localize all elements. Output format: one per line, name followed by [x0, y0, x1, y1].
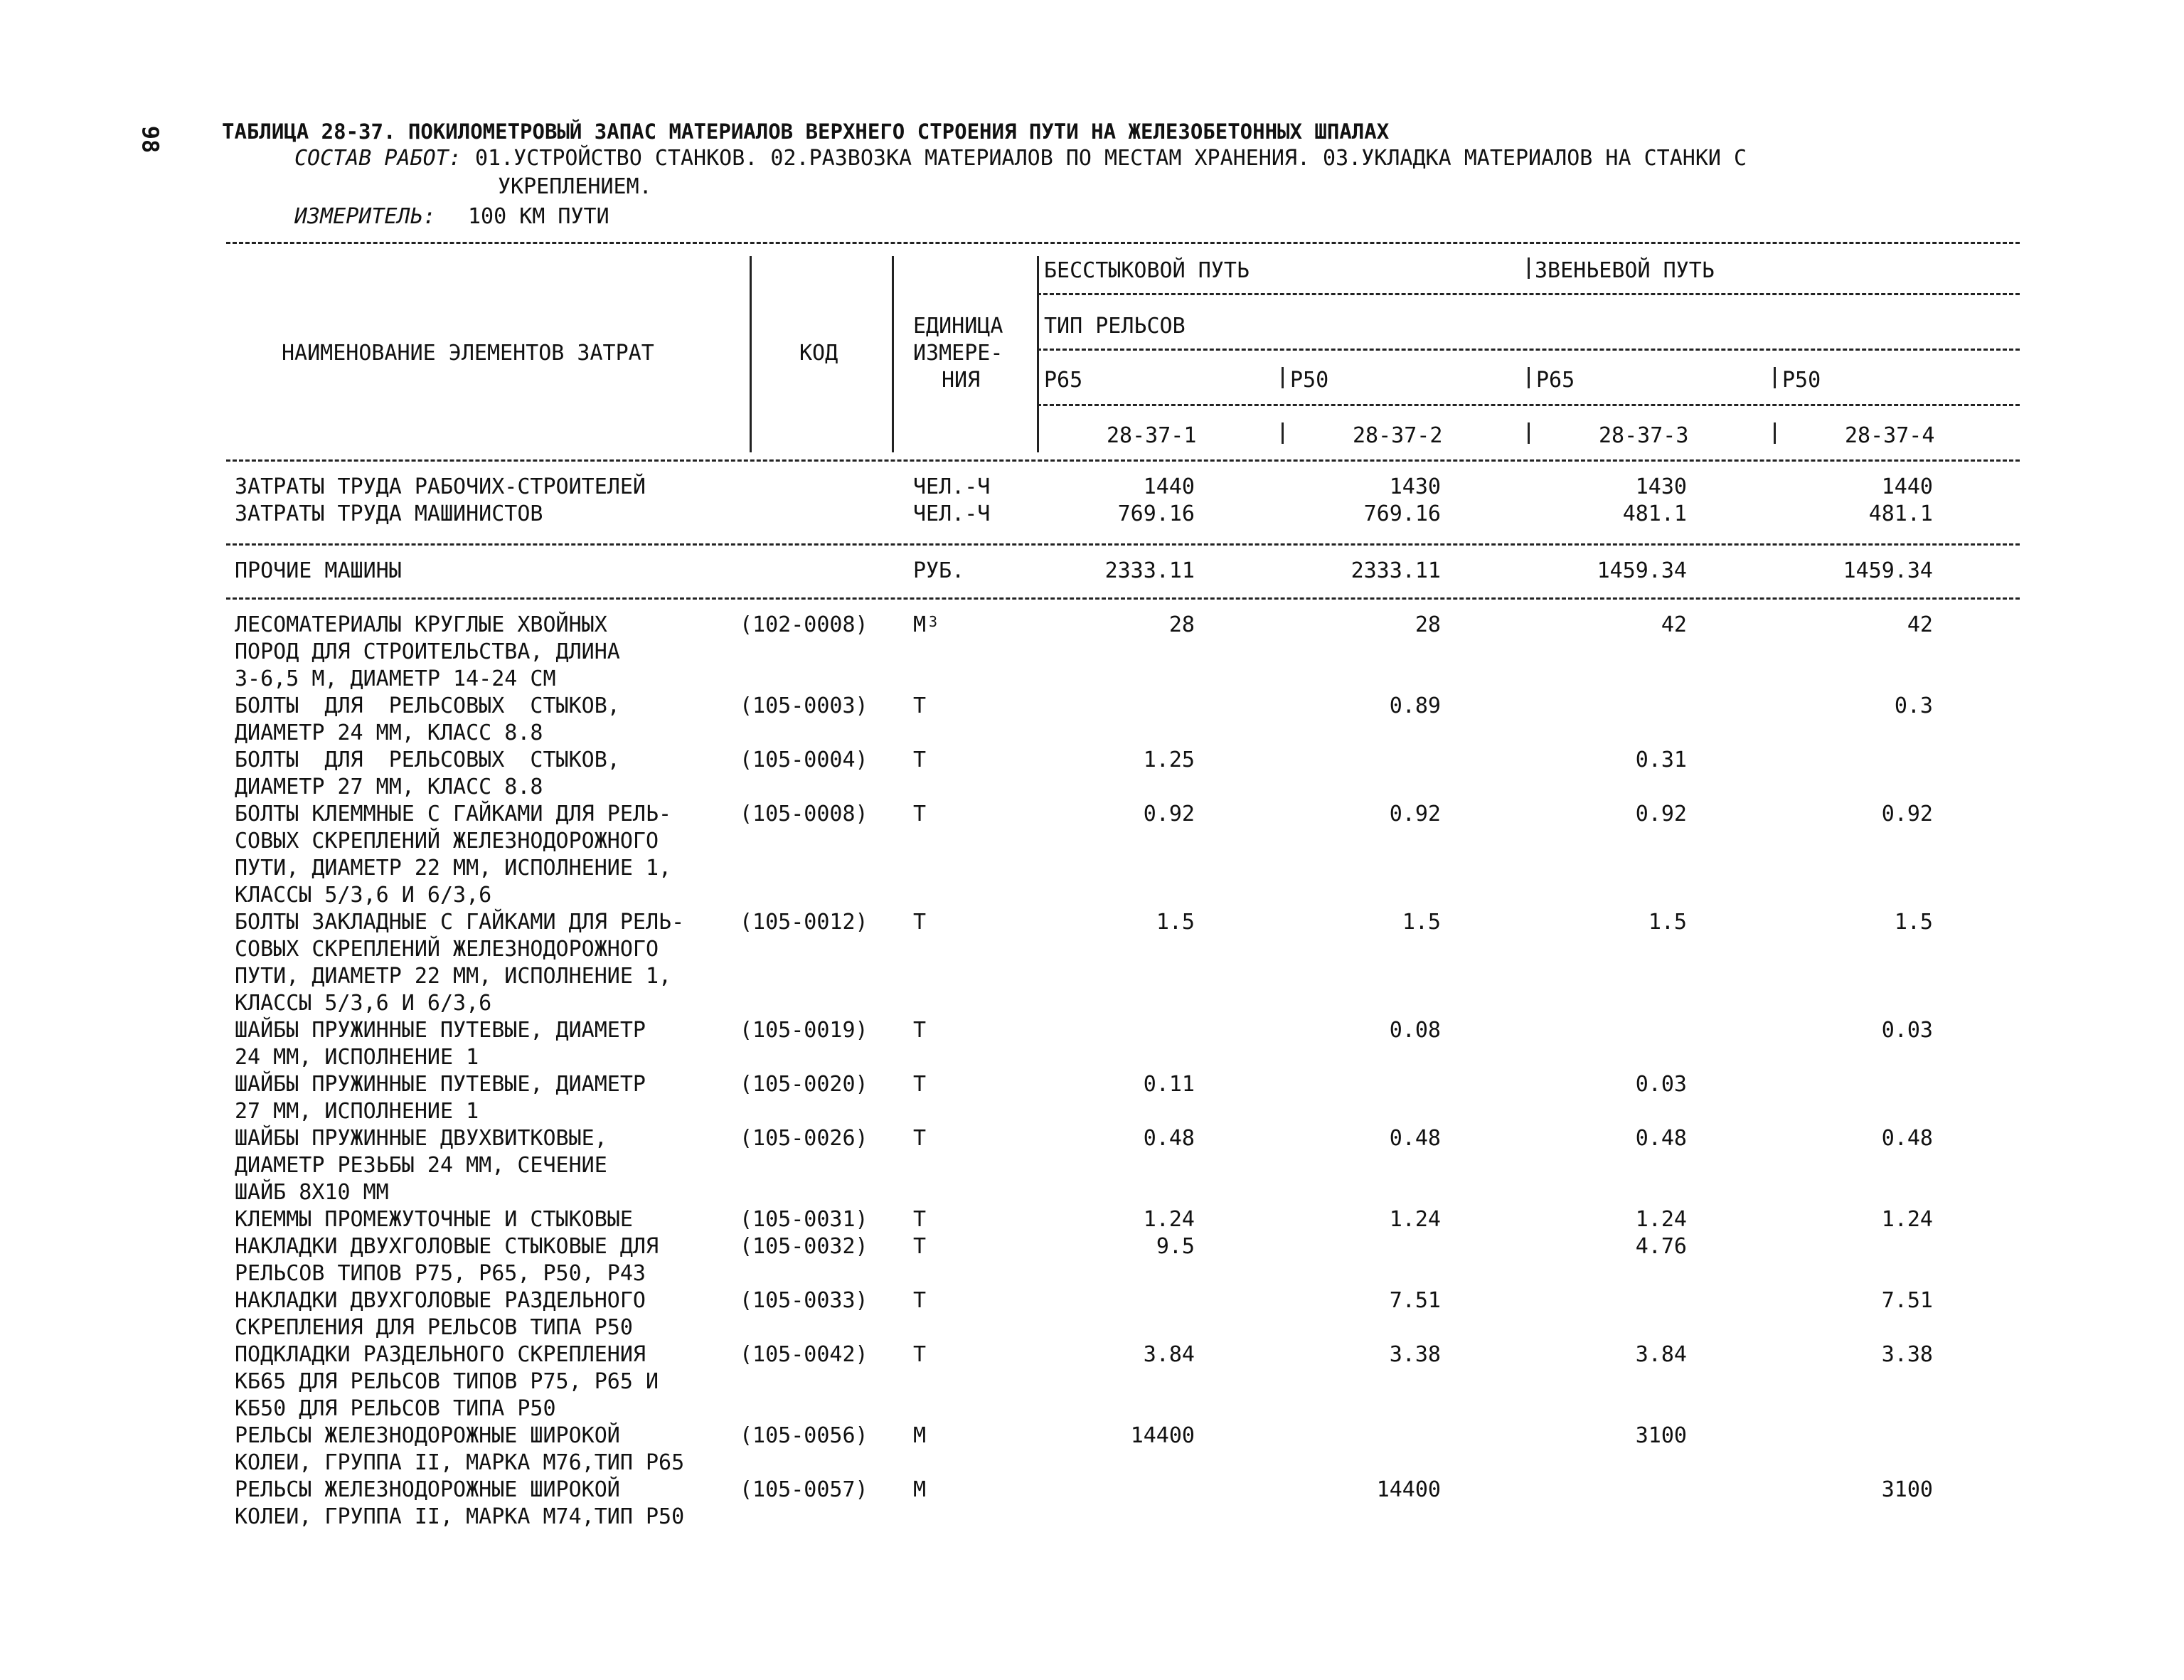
material-row-value-3: 1.5 [1648, 910, 1687, 935]
group-jointed: ЗВЕНЬЕВОЙ ПУТЬ [1535, 258, 1715, 283]
material-row-value-4: 7.51 [1881, 1288, 1933, 1313]
rule-head-3 [1037, 404, 2020, 406]
material-name-line: ШАЙБ 8Х10 ММ [235, 1180, 389, 1205]
page-number: 98 [137, 125, 164, 154]
labor-row-value-1: 769.16 [1117, 501, 1195, 526]
material-name-line: 3-6,5 М, ДИАМЕТР 14-24 СМ [235, 666, 556, 691]
material-row-value-1: 1.25 [1143, 748, 1195, 772]
material-row-value-2: 1.5 [1402, 910, 1441, 935]
material-name-line: ДИАМЕТР РЕЗЬБЫ 24 ММ, СЕЧЕНИЕ [235, 1153, 607, 1178]
rail-1: Р65 [1044, 368, 1083, 393]
material-name-line: СОВЫХ СКРЕПЛЕНИЙ ЖЕЛЕЗНОДОРОЖНОГО [235, 937, 659, 962]
material-name-line: СКРЕПЛЕНИЯ ДЛЯ РЕЛЬСОВ ТИПА Р50 [235, 1315, 633, 1340]
material-row-value-2: 3.38 [1389, 1342, 1441, 1367]
works-label: СОСТАВ РАБОТ: [294, 146, 462, 171]
machines-row-name: ПРОЧИЕ МАШИНЫ [235, 558, 402, 583]
material-unit: Т [913, 1342, 927, 1367]
vbar-code-1 [1282, 422, 1284, 444]
material-unit: Т [913, 1072, 927, 1097]
machines-row-unit: РУБ. [913, 558, 965, 583]
labor-row-value-4: 1440 [1881, 474, 1933, 499]
material-row-value-1: 0.11 [1143, 1072, 1195, 1097]
material-unit: Т [913, 693, 927, 718]
material-row-value-2: 28 [1415, 612, 1441, 637]
vbar-code-3 [1774, 422, 1776, 444]
material-name-line: 27 ММ, ИСПОЛНЕНИЕ 1 [235, 1099, 479, 1124]
rule-head-1 [1037, 293, 2020, 295]
vbar-code-2 [1528, 422, 1530, 444]
machines-row-value-4: 1459.34 [1843, 558, 1933, 583]
material-name-line: КОЛЕИ, ГРУППА II, МАРКА М74,ТИП Р50 [235, 1504, 685, 1529]
rule-top [226, 242, 2020, 244]
material-name-line: КБ65 ДЛЯ РЕЛЬСОВ ТИПОВ Р75, Р65 И [235, 1369, 659, 1394]
norm-code-4: 28-37-4 [1845, 423, 1935, 448]
material-row-value-2: 0.08 [1389, 1018, 1441, 1043]
material-row-value-3: 3100 [1635, 1423, 1687, 1448]
vbar-name-code [750, 256, 752, 452]
material-code: (105-0032) [740, 1234, 868, 1259]
material-name-line: СОВЫХ СКРЕПЛЕНИЙ ЖЕЛЕЗНОДОРОЖНОГО [235, 829, 659, 854]
material-row-value-4: 3.38 [1881, 1342, 1933, 1367]
group-jointless: БЕССТЫКОВОЙ ПУТЬ [1044, 258, 1250, 283]
material-code: (105-0026) [740, 1126, 868, 1151]
material-row-value-3: 3.84 [1635, 1342, 1687, 1367]
material-code: (105-0057) [740, 1477, 868, 1502]
vbar-unit-values [1037, 256, 1039, 452]
material-row-value-3: 1.24 [1635, 1207, 1687, 1232]
material-code: (105-0031) [740, 1207, 868, 1232]
material-name-line: ДИАМЕТР 27 ММ, КЛАСС 8.8 [235, 775, 543, 799]
material-code: (105-0008) [740, 802, 868, 826]
material-name-line: КОЛЕИ, ГРУППА II, МАРКА М76,ТИП Р65 [235, 1450, 685, 1475]
labor-row-value-2: 769.16 [1363, 501, 1441, 526]
material-unit: М [913, 1477, 927, 1502]
labor-row-name: ЗАТРАТЫ ТРУДА МАШИНИСТОВ [235, 501, 543, 526]
material-row-value-1: 0.92 [1143, 802, 1195, 826]
material-row-value-1: 28 [1168, 612, 1195, 637]
material-row-value-4: 0.92 [1881, 802, 1933, 826]
material-name-line: БОЛТЫ ДЛЯ РЕЛЬСОВЫХ СТЫКОВ, [235, 693, 620, 718]
material-row-value-1: 1.24 [1143, 1207, 1195, 1232]
material-row-value-1: 3.84 [1143, 1342, 1195, 1367]
material-name-line: ПОДКЛАДКИ РАЗДЕЛЬНОГО СКРЕПЛЕНИЯ [235, 1342, 646, 1367]
vbar-rail-2 [1528, 367, 1530, 388]
material-code: (105-0003) [740, 693, 868, 718]
material-row-value-1: 0.48 [1143, 1126, 1195, 1151]
material-unit: Т [913, 1126, 927, 1151]
material-row-value-1: 9.5 [1156, 1234, 1195, 1259]
material-name-line: НАКЛАДКИ ДВУХГОЛОВЫЕ РАЗДЕЛЬНОГО [235, 1288, 646, 1313]
material-code: (102-0008) [740, 612, 868, 637]
rule-after-machines [226, 597, 2020, 600]
table-title: ТАБЛИЦА 28-37. ПОКИЛОМЕТРОВЫЙ ЗАПАС МАТЕРИАЛОВ ВЕРХНЕГО СТРОЕНИЯ ПУТИ НА ЖЕЛЕЗОБЕТОННЫХ ШПАЛАХ [222, 119, 1390, 144]
material-name-line: ШАЙБЫ ПРУЖИННЫЕ ПУТЕВЫЕ, ДИАМЕТР [235, 1018, 646, 1043]
material-name-line: КЛАССЫ 5/3,6 И 6/3,6 [235, 991, 492, 1016]
col-unit-header-2: ИЗМЕРЕ- [913, 341, 1003, 366]
col-code-header: КОД [799, 341, 838, 366]
rule-after-labor [226, 543, 2020, 546]
works-text-line-2: УКРЕПЛЕНИЕМ. [498, 174, 652, 199]
material-row-value-1: 1.5 [1156, 910, 1195, 935]
material-code: (105-0033) [740, 1288, 868, 1313]
rail-3: Р65 [1536, 368, 1575, 393]
measure-label: ИЗМЕРИТЕЛЬ: [294, 204, 436, 229]
material-row-value-3: 0.92 [1635, 802, 1687, 826]
material-unit: Т [913, 910, 927, 935]
material-row-value-3: 0.03 [1635, 1072, 1687, 1097]
material-code: (105-0004) [740, 748, 868, 772]
material-name-line: БОЛТЫ КЛЕММНЫЕ С ГАЙКАМИ ДЛЯ РЕЛЬ- [235, 802, 672, 826]
material-row-value-3: 0.48 [1635, 1126, 1687, 1151]
material-unit: Т [913, 748, 927, 772]
labor-row-value-2: 1430 [1389, 474, 1441, 499]
rail-type-header: ТИП РЕЛЬСОВ [1044, 314, 1186, 339]
material-unit: Т [913, 1288, 927, 1313]
material-row-value-4: 1.5 [1894, 910, 1933, 935]
material-name-line: КЛАССЫ 5/3,6 И 6/3,6 [235, 883, 492, 908]
material-row-value-2: 0.92 [1389, 802, 1441, 826]
material-name-line: ШАЙБЫ ПРУЖИННЫЕ ДВУХВИТКОВЫЕ, [235, 1126, 607, 1151]
col-unit-header-1: ЕДИНИЦА [913, 314, 1003, 339]
works-text-line-1: 01.УСТРОЙСТВО СТАНКОВ. 02.РАЗВОЗКА МАТЕРИАЛОВ ПО МЕСТАМ ХРАНЕНИЯ. 03.УКЛАДКА МАТЕРИАЛОВ НА СТАНКИ С [475, 146, 1747, 171]
machines-row-value-2: 2333.11 [1351, 558, 1441, 583]
material-name-line: ПУТИ, ДИАМЕТР 22 ММ, ИСПОЛНЕНИЕ 1, [235, 856, 672, 881]
rail-2: Р50 [1290, 368, 1329, 393]
material-unit: Т [913, 1018, 927, 1043]
vbar-group-split [1528, 257, 1530, 279]
vbar-rail-3 [1774, 367, 1776, 388]
labor-row-value-4: 481.1 [1868, 501, 1933, 526]
material-row-value-2: 7.51 [1389, 1288, 1441, 1313]
material-row-value-4: 3100 [1881, 1477, 1933, 1502]
material-row-value-2: 0.89 [1389, 693, 1441, 718]
material-name-line: РЕЛЬСЫ ЖЕЛЕЗНОДОРОЖНЫЕ ШИРОКОЙ [235, 1477, 620, 1502]
material-name-line: ДИАМЕТР 24 ММ, КЛАСС 8.8 [235, 721, 543, 745]
rule-head-2 [1037, 349, 2020, 351]
material-row-value-3: 42 [1661, 612, 1687, 637]
material-name-line: ШАЙБЫ ПРУЖИННЫЕ ПУТЕВЫЕ, ДИАМЕТР [235, 1072, 646, 1097]
machines-row-value-1: 2333.11 [1104, 558, 1195, 583]
labor-row-value-3: 1430 [1635, 474, 1687, 499]
material-row-value-4: 0.3 [1894, 693, 1933, 718]
material-code: (105-0056) [740, 1423, 868, 1448]
col-name-header: НАИМЕНОВАНИЕ ЭЛЕМЕНТОВ ЗАТРАТ [282, 341, 654, 366]
material-name-line: ПОРОД ДЛЯ СТРОИТЕЛЬСТВА, ДЛИНА [235, 639, 620, 664]
material-unit: Т [913, 1207, 927, 1232]
labor-row-value-3: 481.1 [1622, 501, 1687, 526]
norm-code-3: 28-37-3 [1599, 423, 1689, 448]
material-name-line: РЕЛЬСЫ ЖЕЛЕЗНОДОРОЖНЫЕ ШИРОКОЙ [235, 1423, 620, 1448]
material-code: (105-0019) [740, 1018, 868, 1043]
material-unit: М [913, 1423, 927, 1448]
material-name-line: БОЛТЫ ЗАКЛАДНЫЕ С ГАЙКАМИ ДЛЯ РЕЛЬ- [235, 910, 685, 935]
norm-code-2: 28-37-2 [1353, 423, 1443, 448]
material-unit: Т [913, 802, 927, 826]
rule-head-bottom [226, 459, 2020, 462]
material-row-value-3: 0.31 [1635, 748, 1687, 772]
material-row-value-4: 0.48 [1881, 1126, 1933, 1151]
material-row-value-4: 1.24 [1881, 1207, 1933, 1232]
material-name-line: 24 ММ, ИСПОЛНЕНИЕ 1 [235, 1045, 479, 1070]
material-code: (105-0020) [740, 1072, 868, 1097]
material-name-line: БОЛТЫ ДЛЯ РЕЛЬСОВЫХ СТЫКОВ, [235, 748, 620, 772]
material-row-value-2: 14400 [1376, 1477, 1441, 1502]
vbar-code-unit [892, 256, 894, 452]
labor-row-unit: ЧЕЛ.-Ч [913, 501, 991, 526]
material-unit: Т [913, 1234, 927, 1259]
norm-code-1: 28-37-1 [1107, 423, 1197, 448]
material-name-line: НАКЛАДКИ ДВУХГОЛОВЫЕ СТЫКОВЫЕ ДЛЯ [235, 1234, 659, 1259]
measure-value: 100 КМ ПУТИ [468, 204, 609, 229]
labor-row-value-1: 1440 [1143, 474, 1195, 499]
material-unit-superscript: 3 [929, 613, 938, 630]
material-name-line: КЛЕММЫ ПРОМЕЖУТОЧНЫЕ И СТЫКОВЫЕ [235, 1207, 633, 1232]
vbar-rail-1 [1282, 367, 1284, 388]
col-unit-header-3: НИЯ [942, 368, 981, 393]
material-row-value-1: 14400 [1130, 1423, 1195, 1448]
material-code: (105-0012) [740, 910, 868, 935]
material-code: (105-0042) [740, 1342, 868, 1367]
machines-row-value-3: 1459.34 [1597, 558, 1687, 583]
material-name-line: КБ50 ДЛЯ РЕЛЬСОВ ТИПА Р50 [235, 1396, 556, 1421]
material-name-line: ЛЕСОМАТЕРИАЛЫ КРУГЛЫЕ ХВОЙНЫХ [235, 612, 607, 637]
material-row-value-4: 42 [1907, 612, 1933, 637]
material-row-value-2: 0.48 [1389, 1126, 1441, 1151]
rail-4: Р50 [1782, 368, 1821, 393]
material-unit: М [913, 612, 927, 637]
material-name-line: РЕЛЬСОВ ТИПОВ Р75, Р65, Р50, Р43 [235, 1261, 646, 1286]
labor-row-name: ЗАТРАТЫ ТРУДА РАБОЧИХ-СТРОИТЕЛЕЙ [235, 474, 646, 499]
material-row-value-2: 1.24 [1389, 1207, 1441, 1232]
material-name-line: ПУТИ, ДИАМЕТР 22 ММ, ИСПОЛНЕНИЕ 1, [235, 964, 672, 989]
labor-row-unit: ЧЕЛ.-Ч [913, 474, 991, 499]
material-row-value-3: 4.76 [1635, 1234, 1687, 1259]
material-row-value-4: 0.03 [1881, 1018, 1933, 1043]
